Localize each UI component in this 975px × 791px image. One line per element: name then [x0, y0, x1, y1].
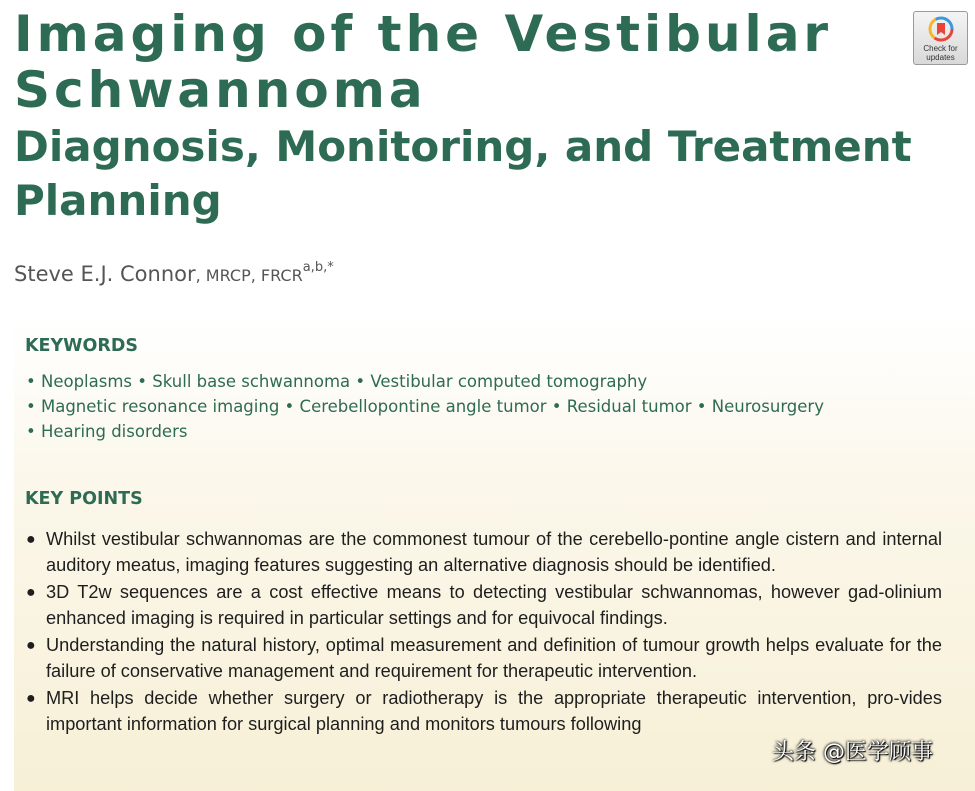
author-name: Steve E.J. Connor: [14, 262, 196, 286]
author-line: [14, 262, 334, 286]
key-point-bullet: ●: [26, 531, 36, 548]
key-points-list: [22, 527, 942, 739]
keyword-bullet: •: [691, 397, 712, 416]
key-point-item: [22, 633, 942, 684]
keyword-bullet: •: [26, 422, 41, 441]
crossmark-icon: [928, 16, 954, 42]
keyword-item: Skull base schwannoma: [152, 372, 351, 391]
keywords-line: [26, 419, 187, 444]
key-point-bullet: ●: [26, 690, 36, 707]
keywords-keypoints-box: [14, 320, 975, 791]
keyword-bullet: •: [26, 372, 41, 391]
key-points-heading: KEY POINTS: [25, 489, 143, 509]
author-affiliation-marks: a,b,*: [302, 260, 334, 276]
key-point-text: Whilst vestibular schwannomas are the commonest tumour of the cerebello-pontine angle cistern and internal auditory meatus, imaging features suggesting an alternative diagnosis should be identified.: [46, 529, 942, 575]
key-point-bullet: ●: [26, 637, 36, 654]
keyword-bullet: •: [26, 397, 41, 416]
keyword-bullet: •: [132, 372, 153, 391]
keywords-line: [26, 369, 647, 394]
key-point-item: [22, 527, 942, 578]
keyword-item: Cerebellopontine angle tumor: [299, 397, 547, 416]
check-for-updates-label: Check for updates: [923, 44, 958, 62]
keyword-item: Vestibular computed tomography: [370, 372, 648, 391]
source-watermark: 头条 @医学顾事: [772, 740, 933, 765]
keyword-item: Residual tumor: [566, 397, 692, 416]
keywords-line: [26, 394, 824, 419]
author-credentials: , MRCP, FRCR: [195, 266, 303, 285]
keyword-item: Magnetic resonance imaging: [40, 397, 280, 416]
key-point-bullet: ●: [26, 584, 36, 601]
key-point-text: MRI helps decide whether surgery or radiotherapy is the appropriate therapeutic intervention, pro-vides important information for surgical planning and monitors tumours following: [46, 688, 942, 734]
keyword-item: Neoplasms: [40, 372, 133, 391]
key-point-text: 3D T2w sequences are a cost effective means to detecting vestibular schwannomas, however gad-olinium enhanced imaging is required in particular settings and for equivocal findings.: [46, 582, 942, 628]
key-point-text: Understanding the natural history, optimal measurement and definition of tumour growth helps evaluate for the failure of conservative management and requirement for therapeutic intervention.: [46, 635, 942, 681]
keyword-item: Hearing disorders: [40, 422, 188, 441]
keyword-bullet: •: [279, 397, 300, 416]
article-subtitle: Diagnosis, Monitoring, and Treatment Planning: [14, 122, 912, 225]
keyword-bullet: •: [350, 372, 371, 391]
article-title-line-1: Imaging of the Vestibular: [14, 5, 833, 63]
article-title-line-2: Schwannoma: [14, 61, 427, 119]
check-for-updates-badge[interactable]: [913, 11, 968, 65]
keyword-bullet: •: [546, 397, 567, 416]
key-point-item: [22, 580, 942, 631]
keyword-item: Neurosurgery: [711, 397, 824, 416]
key-point-item: [22, 686, 942, 737]
keywords-heading: KEYWORDS: [25, 336, 138, 356]
